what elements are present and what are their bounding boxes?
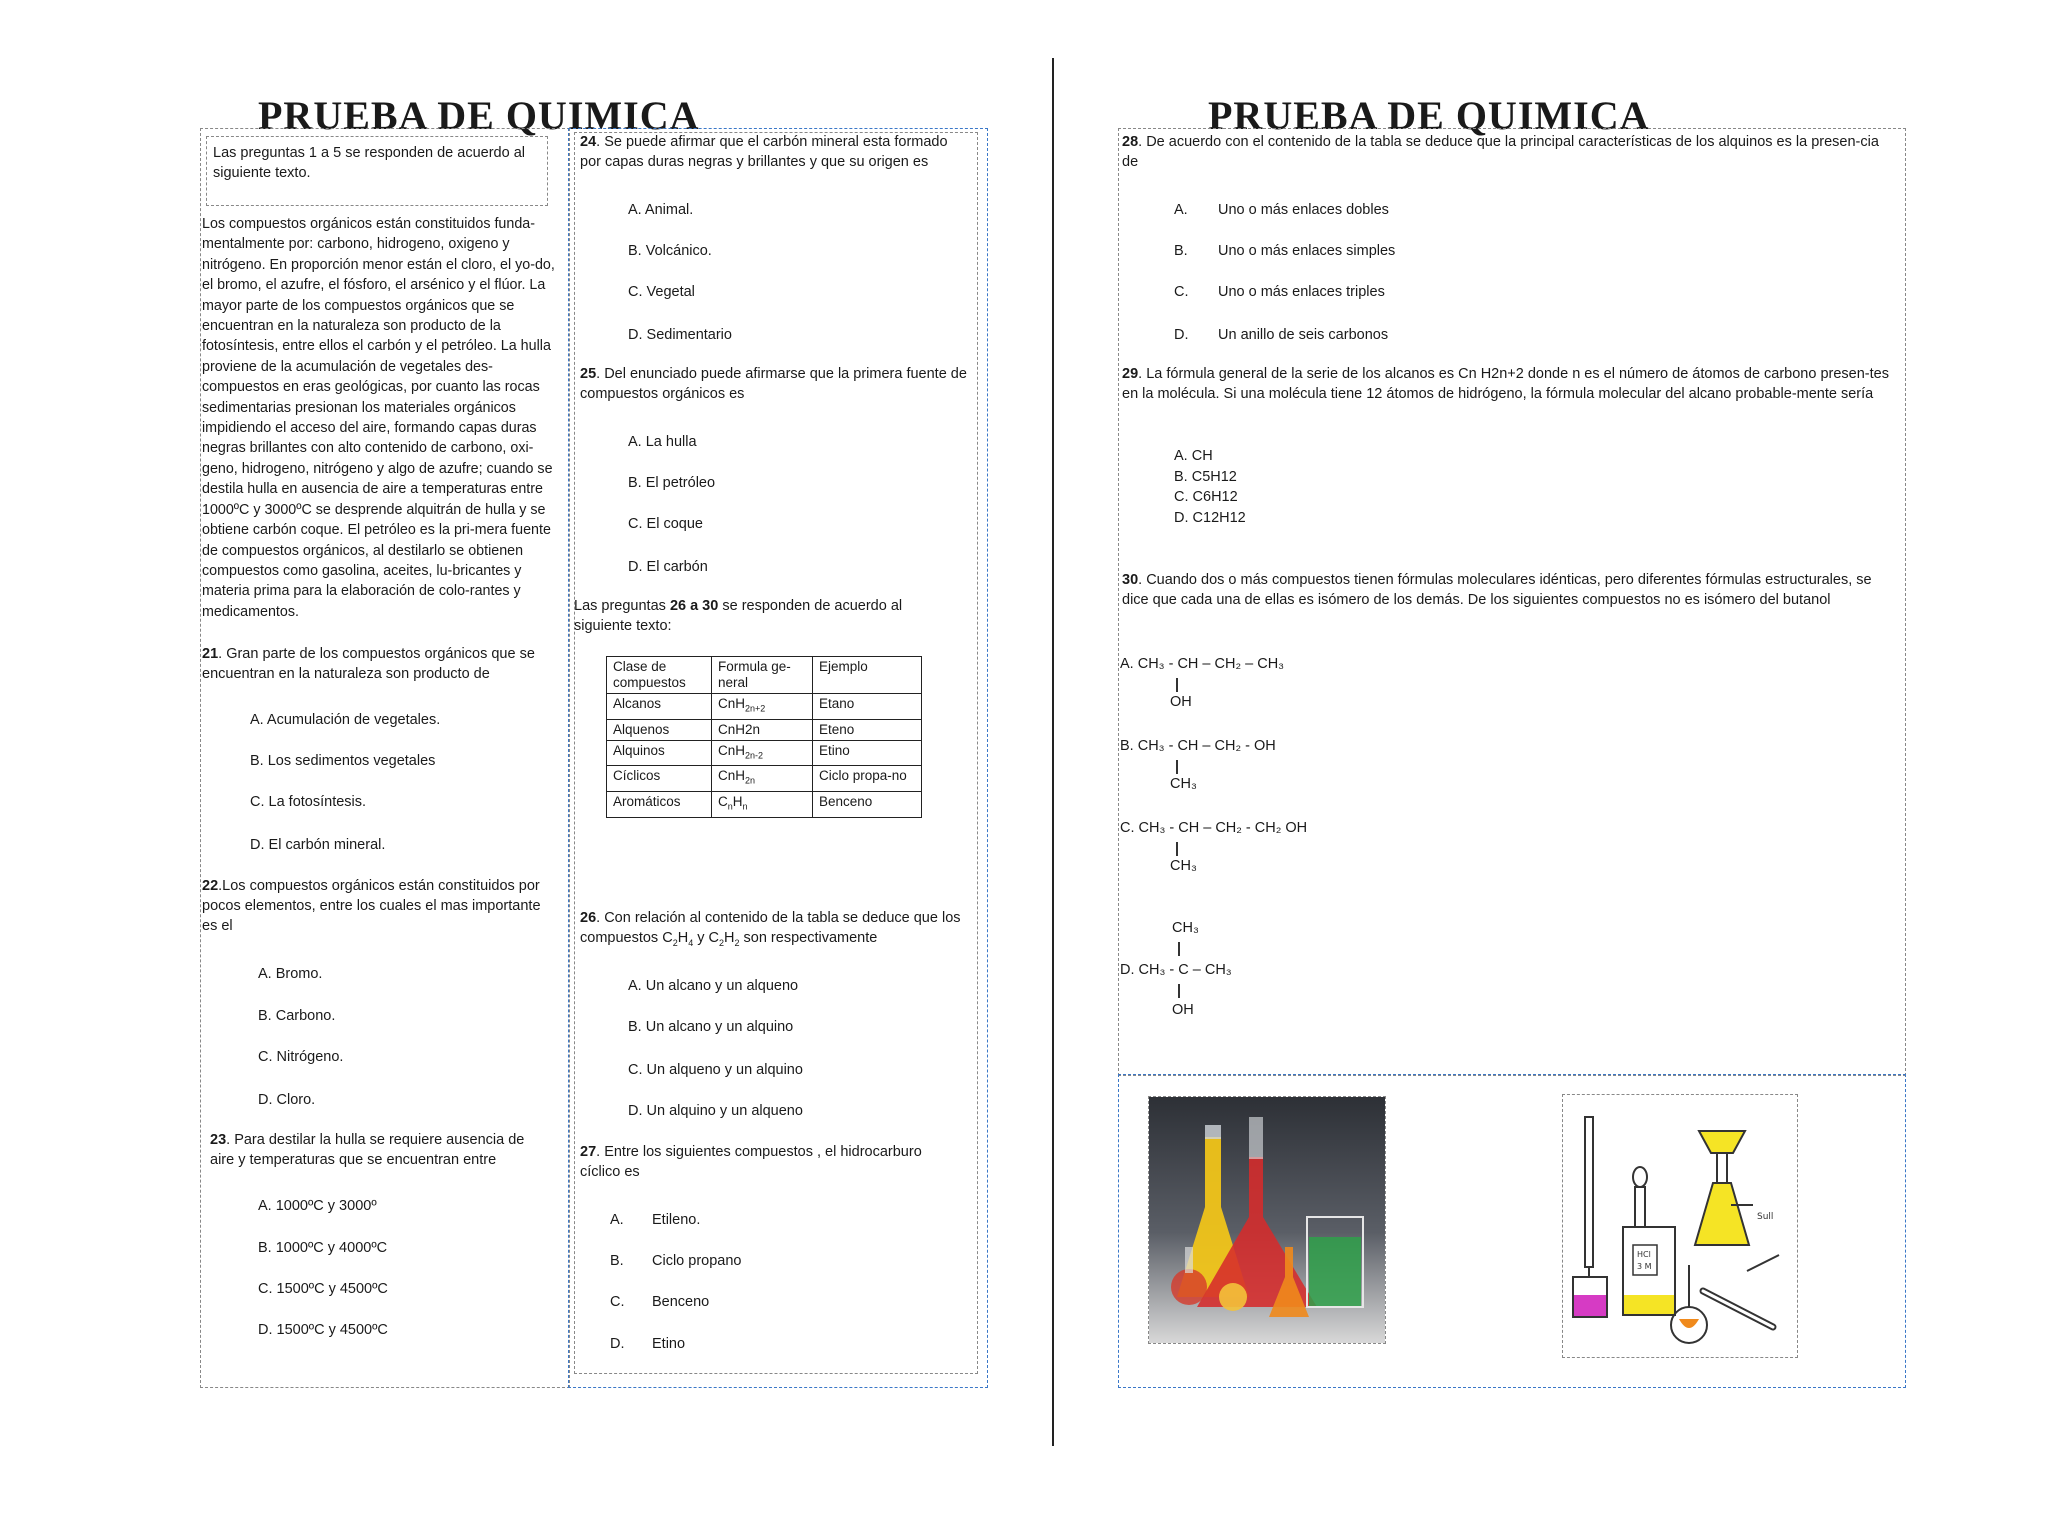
question-29: 29. La fórmula general de la serie de los alcanos es Cn H2n+2 donde n es el número de átomos de carbono presen-tes en la molécula. Si una molécula tiene 12 átomos de hidrógeno, la fórmula molecular del alcano probable-mente sería: [1122, 366, 1889, 402]
table-cell: Cíclicos: [607, 766, 712, 792]
bond-line: [1176, 760, 1178, 774]
compounds-table: [606, 656, 922, 818]
table-cell: Alcanos: [607, 694, 712, 720]
q22-option-c[interactable]: C. Nitrógeno.: [258, 1049, 344, 1065]
q29-option-c[interactable]: C. C6H12: [1174, 489, 1238, 505]
q28-option-d[interactable]: Un anillo de seis carbonos: [1218, 327, 1389, 343]
q21-option-b[interactable]: B. Los sedimentos vegetales: [250, 753, 436, 769]
q29-option-d[interactable]: D. C12H12: [1174, 510, 1246, 526]
bond-line: [1176, 678, 1178, 692]
q25-option-b[interactable]: B. El petróleo: [628, 475, 716, 491]
q29-option-b[interactable]: B. C5H12: [1174, 469, 1237, 485]
intro-text: Las preguntas 1 a 5 se responden de acuerdo al siguiente texto.: [213, 145, 525, 181]
q26-option-d[interactable]: D. Un alquino y un alqueno: [628, 1103, 803, 1119]
q22-option-d[interactable]: D. Cloro.: [258, 1092, 316, 1108]
passage-text: Los compuestos orgánicos están constituidos funda-mentalmente por: carbono, hidrogeno, oxigeno y nitrógeno. En proporción menor están el cloro, el yo-do, el bromo, el azufre, el fósforo, el arsénico y el flúor. La mayor parte de los compuestos orgánicos que se encuentran en la naturaleza son producto de la fotosíntesis, entre ellos el carbón y el petróleo. La hulla proviene de la acumulación de vegetales des-compuestos en eras geológicas, por cuanto las rocas sedimentarias presionan los materiales orgánicos impidiendo el acceso del aire, formando capas duras negras brillantes con alto contenido de carbono, oxi-geno, hidrogeno, nitrógeno y algo de azufre; cuando se destila hulla en ausencia de aire a temperaturas entre 1000ºC y 3000ºC se desprende alquitrán de hulla y se obtiene carbón coque. El petróleo es la pri-mera fuente de compuestos orgánicos, al destilarlo se obtienen compuestos como gasolina, aceites, lu-bricantes y materia prima para la elaboración de colo-rantes y medicamentos.: [202, 216, 555, 620]
question-26: 26. Con relación al contenido de la tabla se deduce que los compuestos $C_2H_4$ y $C_2H_2$ son respectivamente: [580, 910, 961, 948]
table-cell: CnH$_{2n-2}$: [712, 740, 813, 766]
table-header-cell: Formula ge-neral: [712, 657, 813, 694]
table-cell: CnH$_{2n+2}$: [712, 694, 813, 720]
intro-box: [206, 136, 548, 206]
formula-c-branch: CH₃: [1170, 858, 1197, 874]
q27-option-d[interactable]: Etino: [652, 1336, 686, 1352]
table-cell: Ciclo propa-no: [813, 766, 922, 792]
q25-option-a[interactable]: A. La hulla: [628, 434, 697, 450]
table-row: [607, 792, 922, 818]
lab-flasks-image: [1148, 1096, 1386, 1344]
q27-option-b[interactable]: Ciclo propano: [652, 1253, 742, 1269]
molarity-label: 3 M: [1637, 1262, 1652, 1271]
formula-d-bottom: OH: [1172, 1002, 1194, 1018]
flasks-illustration: [1149, 1097, 1385, 1343]
q28-letter-b: B.: [1174, 243, 1188, 259]
q26-option-b[interactable]: B. Un alcano y un alquino: [628, 1019, 794, 1035]
q22-option-b[interactable]: B. Carbono.: [258, 1008, 336, 1024]
q26-option-a[interactable]: A. Un alcano y un alqueno: [628, 978, 799, 994]
apparatus-illustration: [1563, 1095, 1797, 1357]
q25-option-d[interactable]: D. El carbón: [628, 559, 708, 575]
q21-option-c[interactable]: C. La fotosíntesis.: [250, 794, 367, 810]
sull-label: Sull: [1757, 1212, 1774, 1222]
lab-apparatus-image: [1562, 1094, 1798, 1358]
q24-option-b[interactable]: B. Volcánico.: [628, 243, 712, 259]
table-cell: Etino: [813, 740, 922, 766]
formula-b-branch: CH₃: [1170, 776, 1197, 792]
q23-option-c[interactable]: C. 1500ºC y 4500ºC: [258, 1281, 388, 1297]
hcl-label: HCl: [1637, 1250, 1651, 1259]
table-row: [607, 694, 922, 720]
table-row: [607, 766, 922, 792]
table-header-cell: Clase de compuestos: [607, 657, 712, 694]
q29-option-a[interactable]: A. CH: [1174, 448, 1213, 464]
bond-line: [1178, 942, 1180, 956]
q24-option-c[interactable]: C. Vegetal: [628, 284, 695, 300]
table-cell: Benceno: [813, 792, 922, 818]
table-row: [607, 740, 922, 766]
right-page-title: PRUEBA DE QUIMICA: [1208, 93, 1650, 138]
question-30: 30. Cuando dos o más compuestos tienen fórmulas moleculares idénticas, pero diferentes fórmulas estructurales, se dice que cada una de ellas es isómero de los demás. De los siguientes compuestos no es isómero del butanol: [1122, 572, 1872, 608]
table-cell: Etano: [813, 694, 922, 720]
q27-option-c[interactable]: Benceno: [652, 1294, 710, 1310]
table-header-cell: Ejemplo: [813, 657, 922, 694]
q24-option-a[interactable]: A. Animal.: [628, 202, 694, 218]
table-cell: CnH2n: [712, 719, 813, 740]
q28-letter-a: A.: [1174, 202, 1188, 218]
left-page-title: PRUEBA DE QUIMICA: [258, 93, 700, 138]
q26-option-c[interactable]: C. Un alqueno y un alquino: [628, 1062, 803, 1078]
table-cell: Eteno: [813, 719, 922, 740]
formula-d-top: CH₃: [1172, 920, 1199, 936]
q23-option-a[interactable]: A. 1000ºC y 3000º: [258, 1198, 377, 1214]
q28-option-a[interactable]: Uno o más enlaces dobles: [1218, 202, 1389, 218]
bond-line: [1178, 984, 1180, 998]
question-25: 25. Del enunciado puede afirmarse que la primera fuente de compuestos orgánicos es: [580, 366, 967, 402]
q24-option-d[interactable]: D. Sedimentario: [628, 327, 732, 343]
q28-letter-c: C.: [1174, 284, 1189, 300]
q27-letter-b: B.: [610, 1253, 624, 1269]
formula-c[interactable]: C. CH₃ - CH – CH₂ - CH₂ OH: [1120, 820, 1308, 836]
table-cell: Alquenos: [607, 719, 712, 740]
q23-option-d[interactable]: D. 1500ºC y 4500ºC: [258, 1322, 388, 1338]
formula-a[interactable]: A. CH₃ - CH – CH₂ – CH₃: [1120, 656, 1285, 672]
q27-letter-d: D.: [610, 1336, 625, 1352]
q27-letter-a: A.: [610, 1212, 624, 1228]
q21-option-d[interactable]: D. El carbón mineral.: [250, 837, 386, 853]
question-22: 22.Los compuestos orgánicos están constituidos por pocos elementos, entre los cuales el mas importante es el: [202, 878, 541, 934]
formula-b[interactable]: B. CH₃ - CH – CH₂ - OH: [1120, 738, 1276, 754]
question-23: 23. Para destilar la hulla se requiere ausencia de aire y temperaturas que se encuentran entre: [210, 1132, 525, 1168]
q25-option-c[interactable]: C. El coque: [628, 516, 703, 532]
question-21: 21. Gran parte de los compuestos orgánicos que se encuentran en la naturaleza son producto de: [202, 646, 535, 682]
table-header-row: [607, 657, 922, 694]
table-cell: CnH$_{2n}$: [712, 766, 813, 792]
bond-line: [1176, 842, 1178, 856]
table-cell: Alquinos: [607, 740, 712, 766]
q21-option-a[interactable]: A. Acumulación de vegetales.: [250, 712, 441, 728]
table-cell: $C_nH_n$: [712, 792, 813, 818]
q27-option-a[interactable]: Etileno.: [652, 1212, 701, 1228]
q28-letter-d: D.: [1174, 327, 1189, 343]
formula-d[interactable]: D. CH₃ - C – CH₃: [1120, 962, 1232, 978]
question-27: 27. Entre los siguientes compuestos , el hidrocarburo cíclico es: [580, 1144, 922, 1180]
table-cell: Aromáticos: [607, 792, 712, 818]
page-divider: [1052, 58, 1054, 1446]
table-row: [607, 719, 922, 740]
intro-2: Las preguntas 26 a 30 se responden de acuerdo al siguiente texto:: [574, 598, 903, 634]
q28-option-b[interactable]: Uno o más enlaces simples: [1218, 243, 1396, 259]
question-28: 28. De acuerdo con el contenido de la tabla se deduce que la principal características de los alquinos es la presen-cia de: [1122, 134, 1879, 170]
question-24: 24. Se puede afirmar que el carbón mineral esta formado por capas duras negras y brillantes y que su origen es: [580, 134, 948, 170]
q22-option-a[interactable]: A. Bromo.: [258, 966, 323, 982]
formula-a-branch: OH: [1170, 694, 1192, 710]
q28-option-c[interactable]: Uno o más enlaces triples: [1218, 284, 1385, 300]
q23-option-b[interactable]: B. 1000ºC y 4000ºC: [258, 1240, 388, 1256]
q27-letter-c: C.: [610, 1294, 625, 1310]
